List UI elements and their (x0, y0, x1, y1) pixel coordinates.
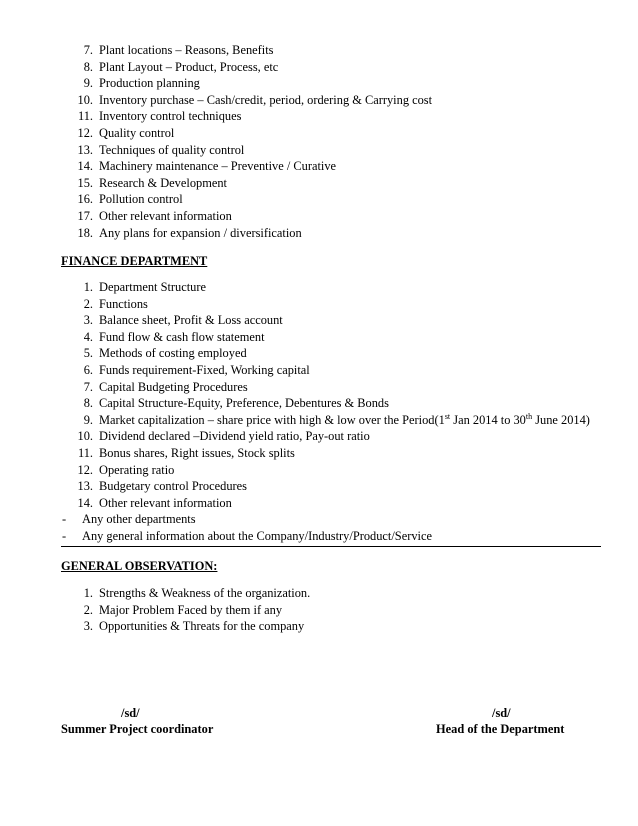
list-text: Balance sheet, Profit & Loss account (99, 313, 283, 328)
list-number: 5. (83, 346, 93, 361)
list-text-part: Jan 2014 to 30 (450, 412, 526, 427)
dash-bullet: - (62, 528, 67, 543)
list-number: 4. (83, 329, 93, 344)
coordinator-title: Summer Project coordinator (61, 722, 214, 736)
list-text: Budgetary control Procedures (99, 479, 247, 494)
list-number: 13. (77, 142, 93, 157)
list-text: Other relevant information (99, 495, 232, 510)
hod-sd: /sd/ (492, 706, 511, 720)
list-number: 3. (83, 619, 93, 634)
list-text: Opportunities & Threats for the company (99, 619, 305, 634)
list-number: 11. (77, 109, 93, 124)
list-text: Functions (99, 296, 148, 311)
list-text: Bonus shares, Right issues, Stock splits (99, 445, 295, 460)
list-number: 12. (77, 125, 93, 140)
coordinator-sd: /sd/ (121, 706, 140, 720)
list-number: 7. (83, 43, 93, 57)
list-number: 10. (77, 429, 93, 444)
list-number: 1. (83, 586, 93, 600)
list-text: Quality control (99, 125, 175, 140)
list-text: Plant Layout – Product, Process, etc (99, 59, 279, 74)
list-text: Any plans for expansion / diversification (99, 225, 302, 240)
list-text: Pollution control (99, 192, 183, 207)
list-number: 2. (83, 296, 93, 311)
hod-title: Head of the Department (436, 722, 565, 736)
list-number: 11. (77, 445, 93, 460)
list-number: 10. (77, 92, 93, 107)
finance-heading: FINANCE DEPARTMENT (61, 254, 208, 268)
list-text: Funds requirement-Fixed, Working capital (99, 362, 310, 377)
list-number: 8. (83, 59, 93, 74)
list-text: Research & Development (99, 175, 227, 190)
list-text: Methods of costing employed (99, 346, 247, 361)
list-text: Plant locations – Reasons, Benefits (99, 43, 274, 57)
list-text-part: Market capitalization – share price with high & low over the Period(1 (99, 412, 445, 427)
list-text: Major Problem Faced by them if any (99, 602, 283, 617)
list-text: Other relevant information (99, 208, 232, 223)
list-number: 17. (77, 208, 93, 223)
list-text: Operating ratio (99, 462, 175, 477)
section-divider (61, 546, 601, 547)
list-number: 6. (83, 362, 93, 377)
list-text-part: June 2014) (532, 412, 590, 427)
list-number: 9. (83, 412, 93, 427)
list-text: Department Structure (99, 280, 207, 294)
list-text: Inventory control techniques (99, 109, 242, 124)
list-text: Any other departments (82, 512, 196, 526)
superscript: th (525, 411, 533, 421)
list-text: Any general information about the Company/Industry/Product/Service (82, 528, 432, 543)
list-text: Capital Structure-Equity, Preference, Debentures & Bonds (99, 396, 389, 411)
list-number: 16. (77, 192, 93, 207)
list-number: 15. (77, 175, 93, 190)
list-number: 18. (77, 225, 93, 240)
list-number: 8. (83, 396, 93, 411)
list-number: 9. (83, 76, 93, 91)
list-text: Production planning (99, 76, 200, 91)
list-text: Techniques of quality control (99, 142, 245, 157)
list-text (99, 412, 590, 429)
list-number: 14. (77, 159, 93, 174)
list-text: Fund flow & cash flow statement (99, 329, 265, 344)
superscript: st (444, 411, 451, 421)
list-number: 3. (83, 313, 93, 328)
list-text: Strengths & Weakness of the organization. (99, 586, 311, 600)
list-text: Machinery maintenance – Preventive / Curative (99, 159, 337, 174)
list-number: 12. (77, 462, 93, 477)
list-text: Inventory purchase – Cash/credit, period, ordering & Carrying cost (99, 92, 433, 107)
dash-bullet: - (62, 512, 67, 526)
list-number: 7. (83, 379, 93, 394)
general-observation-heading: GENERAL OBSERVATION: (61, 559, 218, 573)
list-text: Dividend declared –Dividend yield ratio, Pay-out ratio (99, 429, 370, 444)
list-number: 14. (77, 495, 93, 510)
list-text: Capital Budgeting Procedures (99, 379, 248, 394)
list-number: 1. (83, 280, 93, 294)
list-number: 13. (77, 479, 93, 494)
list-number: 2. (83, 602, 93, 617)
